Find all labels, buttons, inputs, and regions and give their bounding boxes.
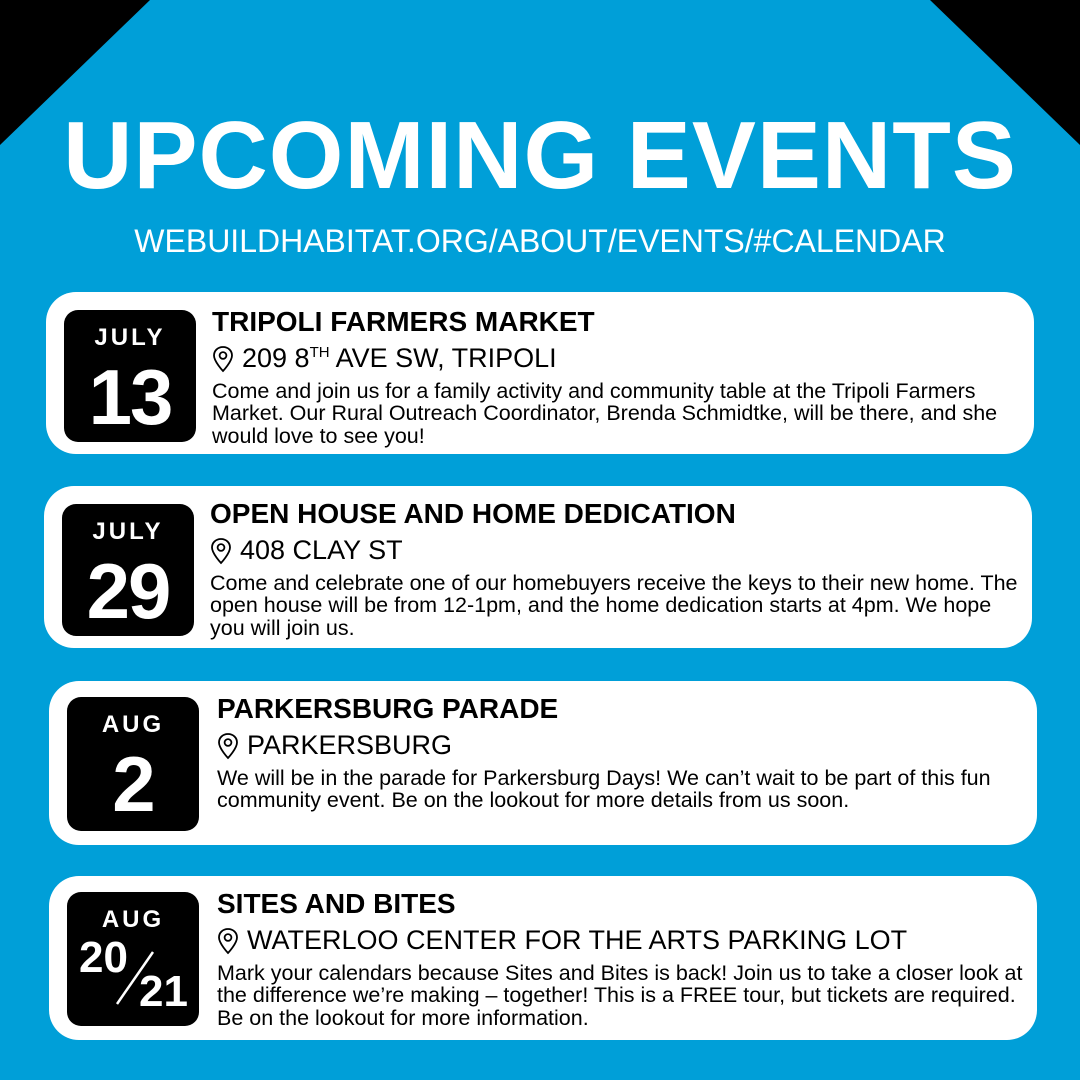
event-title: PARKERSBURG PARADE <box>217 693 559 724</box>
location-suffix: AVE SW, TRIPOLI <box>329 343 557 373</box>
calendar-url[interactable]: WEBUILDHABITAT.ORG/ABOUT/EVENTS/#CALENDAR <box>134 223 946 259</box>
event-title: OPEN HOUSE AND HOME DEDICATION <box>210 498 736 529</box>
date-month: JULY <box>94 324 166 351</box>
event-description: Mark your calendars because Sites and Bites is back! Join us to take a closer look at the difference we’re making – together! This is a FREE tour, but tickets are required. Be on the lookout for more information. <box>217 960 1023 1030</box>
event-card-open-house <box>44 486 1032 648</box>
date-badge <box>64 310 196 442</box>
location-superscript: TH <box>309 344 330 361</box>
event-content <box>212 308 1027 447</box>
map-pin-icon <box>210 537 232 565</box>
event-location <box>217 926 1032 956</box>
event-card-parkersburg-parade <box>49 681 1037 845</box>
location-prefix: 209 8 <box>242 343 310 373</box>
event-card-tripoli-farmers-market <box>46 292 1034 454</box>
date-badge <box>67 892 199 1026</box>
date-month: JULY <box>92 518 164 545</box>
event-location <box>210 536 1025 566</box>
map-pin-icon <box>212 345 234 373</box>
date-badge <box>67 697 199 831</box>
location-text: 408 CLAY ST <box>240 535 403 565</box>
event-location <box>217 731 1032 761</box>
date-day: 2 <box>112 740 154 828</box>
date-month: AUG <box>101 711 165 738</box>
map-pin-icon <box>217 732 239 760</box>
event-location <box>212 344 1027 374</box>
event-description: We will be in the parade for Parkersburg Days! We can’t wait to be part of this fun community event. Be on the lookout for more details from us soon. <box>217 765 991 813</box>
event-title: SITES AND BITES <box>217 888 456 919</box>
location-text: PARKERSBURG <box>247 730 453 760</box>
event-description: Come and celebrate one of our homebuyers receive the keys to their new home. The open house will be from 12-1pm, and the home dedication starts at 4pm. We hope you will join us. <box>210 570 1018 640</box>
date-badge <box>62 504 194 636</box>
location-text <box>242 344 557 374</box>
date-day-end: 21 <box>139 967 188 1016</box>
event-content <box>217 695 1032 812</box>
date-day: 29 <box>86 547 170 635</box>
event-content <box>210 500 1025 639</box>
location-text: WATERLOO CENTER FOR THE ARTS PARKING LOT <box>247 925 908 955</box>
page-title: UPCOMING EVENTS <box>63 102 1017 209</box>
date-day: 13 <box>88 353 172 441</box>
date-month: AUG <box>101 906 165 933</box>
event-content <box>217 890 1032 1029</box>
event-title: TRIPOLI FARMERS MARKET <box>212 306 595 337</box>
map-pin-icon <box>217 927 239 955</box>
event-description: Come and join us for a family activity and community table at the Tripoli Farmers Market. Our Rural Outreach Coordinator, Brenda Schmidtke, will be there, and she would love to see you! <box>212 378 998 448</box>
event-card-sites-and-bites <box>49 876 1037 1040</box>
date-day-start: 20 <box>79 933 128 982</box>
